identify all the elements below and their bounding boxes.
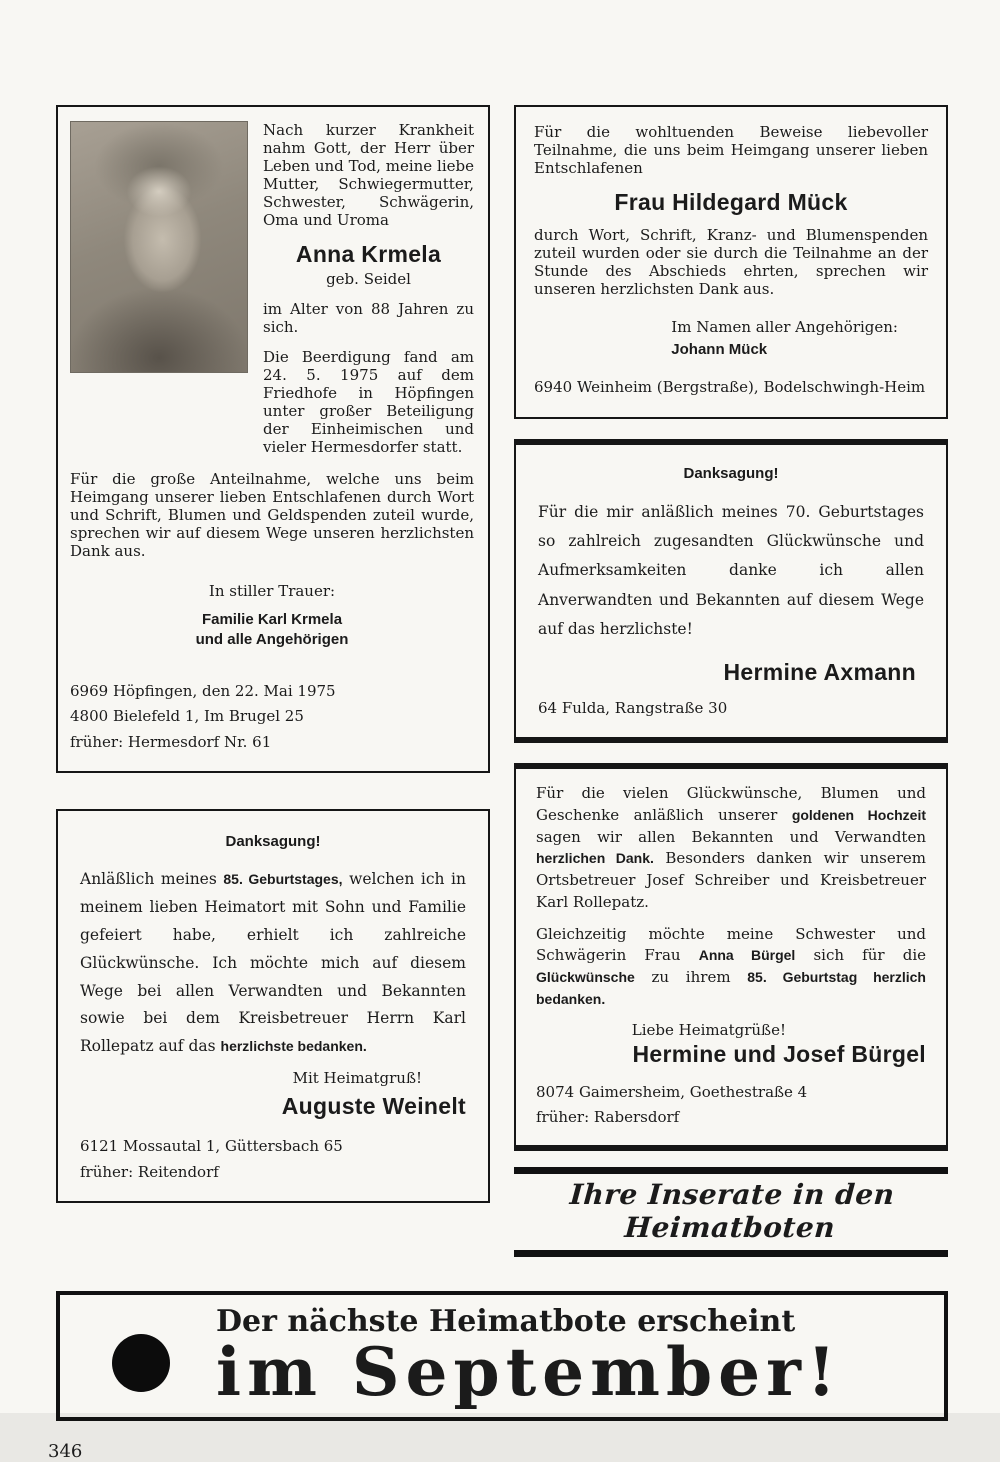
text-segment: Gleichzeitig möchte meine Schwester und Schwägerin Frau	[536, 924, 926, 965]
bold-segment: herzlichen Dank.	[536, 850, 654, 867]
obituary-intro-block	[263, 121, 474, 456]
deceased-name: Anna Krmela	[295, 241, 442, 267]
right-column	[514, 105, 948, 1257]
address-line: früher: Hermesdorf Nr. 61	[70, 732, 272, 751]
signature-block	[671, 316, 898, 361]
announcement-text	[216, 1303, 932, 1411]
address-line: 4800 Bielefeld 1, Im Brugel 25	[70, 707, 304, 725]
signer-name: Auguste Weinelt	[281, 1093, 466, 1120]
funeral-paragraph: Die Beerdigung fand am 24. 5. 1975 auf dem Friedhofe in Höpfingen unter großer Beteiligung der Einheimischen und vieler Hermesdorfer statt.	[263, 348, 474, 456]
thanks-paragraph: Für die große Anteilnahme, welche uns beim Heimgang unserer lieben Entschlafenen durch Wort und Schrift, Blumen und Geldspenden zuteil wurde, sprechen wir auf diesem Wege unseren herzlichsten Dank aus.	[70, 470, 474, 560]
signer-name: Johann Mück	[671, 340, 768, 358]
signer-name: Hermine Axmann	[723, 658, 916, 685]
left-column	[56, 105, 490, 1203]
banner-rule-bottom	[514, 1250, 948, 1257]
address-block	[70, 679, 474, 756]
bold-segment: herzlichste bedanken.	[220, 1038, 367, 1055]
family-signature	[70, 610, 474, 651]
portrait-photo	[70, 121, 248, 373]
buergel-paragraph-2	[536, 924, 926, 1011]
banner-rule-top	[514, 1167, 948, 1174]
signer-name: Hermine und Josef Bürgel	[632, 1040, 926, 1067]
weinelt-body	[80, 866, 466, 1061]
bold-segment: goldenen Hochzeit	[791, 806, 927, 823]
inserate-banner	[514, 1167, 948, 1257]
black-dot-icon	[112, 1334, 170, 1392]
text-segment: Besonders danken wir unserem Ortsbetreuer Josef Schreiber und Kreisbetreuer Karl Rollepatz.	[536, 849, 926, 911]
buergel-paragraph-1	[536, 783, 926, 914]
bold-segment: Anna Bürgel	[698, 947, 796, 964]
text-segment: Anläßlich meines	[80, 870, 224, 888]
danksagung-title: Danksagung!	[683, 464, 779, 482]
text-segment: Für die vielen Glückwünsche, Blumen und Geschenke anläßlich unserer	[536, 784, 926, 824]
text-segment: sich für die	[795, 946, 926, 965]
family-line-2: und alle Angehörigen	[195, 631, 349, 649]
greeting-line: Mit Heimatgruß!	[292, 1069, 422, 1088]
address-line: 64 Fulda, Rangstraße 30	[538, 698, 728, 717]
mourning-line: In stiller Trauer:	[208, 582, 336, 600]
address-line: früher: Reitendorf	[80, 1162, 219, 1181]
mueck-body: durch Wort, Schrift, Kranz- und Blumenspenden zuteil wurden oder sie durch die Teilnahme an der Stunde des Abschieds ehrten, sprechen wir unseren herzlichsten Dank aus.	[534, 226, 928, 298]
announcement-line-1: Der nächste Heimatbote erscheint	[216, 1303, 796, 1339]
family-line-1: Familie Karl Krmela	[201, 611, 343, 628]
thanks-notice-mueck	[514, 105, 948, 419]
greeting-line: Liebe Heimatgrüße!	[631, 1020, 786, 1039]
obituary-header	[70, 121, 474, 456]
next-issue-announcement	[56, 1291, 948, 1421]
announcement-line-2: im September!	[216, 1332, 842, 1411]
bold-segment: 85. Geburtstag herzlich bedanken.	[536, 969, 926, 1007]
address-line: 6121 Mossautal 1, Güttersbach 65	[80, 1137, 343, 1156]
maiden-name: geb. Seidel	[326, 270, 411, 288]
page-number: 346	[48, 1440, 83, 1462]
text-segment: welchen ich in meinem lieben Heimatort mit Sohn und Familie gefeiert habe, erhielt ich zahlreiche Glückwünsche. Ich möchte mich auf diesem Wege bei allen Verwandten und Bekannten sowie bei dem Kreisbetreuer Herrn Karl Rollepatz auf das	[80, 870, 466, 1056]
axmann-body: Für die mir anläßlich meines 70. Geburtstages so zahlreich zugesandten Glückwünsche und Aufmerksamkeiten danke ich allen Anverwandten und Bekannten auf diesem Wege auf das herzlichste!	[538, 502, 924, 639]
bold-segment: Glückwünsche	[536, 969, 635, 986]
thanks-notice-weinelt	[56, 809, 490, 1203]
address-line: 6940 Weinheim (Bergstraße), Bodelschwingh-Heim	[534, 378, 926, 396]
address-line: früher: Rabersdorf	[536, 1108, 680, 1127]
obituary-anna-krmela	[56, 105, 490, 773]
age-line: im Alter von 88 Jahren zu sich.	[263, 300, 474, 336]
danksagung-title: Danksagung!	[225, 833, 321, 850]
mueck-intro: Für die wohltuenden Beweise liebevoller Teilnahme, die uns beim Heimgang unserer lieben Entschlafenen	[534, 123, 928, 177]
address-line: 8074 Gaimersheim, Goethestraße 4	[536, 1082, 808, 1101]
address-line: 6969 Höpfingen, den 22. Mai 1975	[70, 681, 336, 700]
text-segment: sagen wir allen Bekannten und Verwandten	[536, 827, 926, 846]
thanks-notice-buergel	[514, 763, 948, 1151]
inserate-headline: Ihre Inserate in den Heimatboten	[568, 1177, 896, 1244]
thanks-notice-axmann	[514, 439, 948, 744]
text-segment: zu ihrem	[634, 968, 748, 987]
deceased-name: Frau Hildegard Mück	[614, 189, 848, 215]
obituary-intro: Nach kurzer Krankheit nahm Gott, der Herr über Leben und Tod, meine liebe Mutter, Schwiegermutter, Schwester, Schwägerin, Oma und Uroma	[263, 121, 474, 229]
in-name-line: Im Namen aller Angehörigen:	[671, 318, 898, 336]
bold-segment: 85. Geburtstages,	[223, 871, 343, 887]
